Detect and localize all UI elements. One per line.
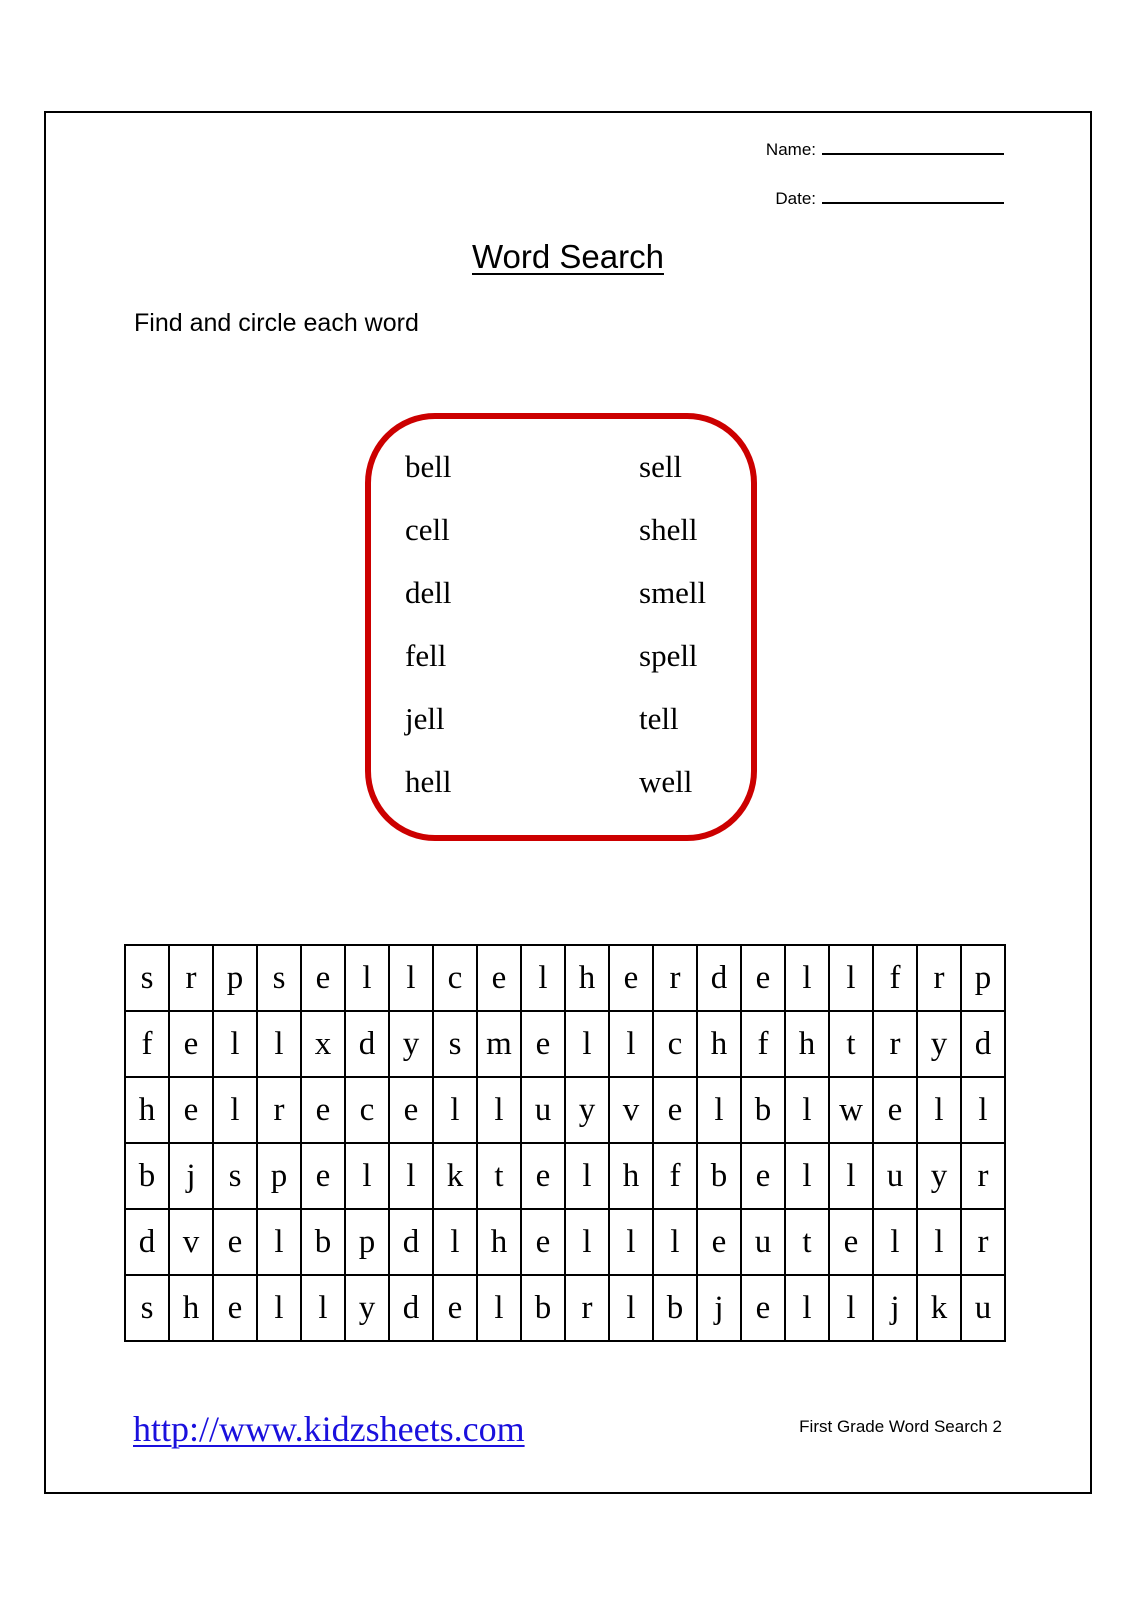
grid-letter-cell[interactable]: l	[917, 1209, 961, 1275]
grid-letter-cell[interactable]: h	[697, 1011, 741, 1077]
grid-letter-cell[interactable]: e	[301, 945, 345, 1011]
grid-letter-cell[interactable]: u	[521, 1077, 565, 1143]
grid-letter-cell[interactable]: d	[961, 1011, 1005, 1077]
grid-letter-cell[interactable]: j	[169, 1143, 213, 1209]
grid-letter-cell[interactable]: k	[917, 1275, 961, 1341]
grid-letter-cell[interactable]: e	[301, 1143, 345, 1209]
grid-letter-cell[interactable]: l	[609, 1275, 653, 1341]
grid-letter-cell[interactable]: y	[389, 1011, 433, 1077]
grid-letter-cell[interactable]: m	[477, 1011, 521, 1077]
date-field-row	[775, 188, 1004, 209]
grid-letter-cell[interactable]: l	[609, 1209, 653, 1275]
grid-letter-cell[interactable]: r	[653, 945, 697, 1011]
grid-letter-cell[interactable]: j	[697, 1275, 741, 1341]
word-list-item: tell	[639, 701, 679, 736]
grid-letter-cell[interactable]: s	[433, 1011, 477, 1077]
grid-letter-cell[interactable]: l	[257, 1275, 301, 1341]
grid-letter-cell[interactable]: h	[565, 945, 609, 1011]
grid-letter-cell[interactable]: t	[785, 1209, 829, 1275]
grid-letter-cell[interactable]: e	[829, 1209, 873, 1275]
grid-letter-cell[interactable]: p	[345, 1209, 389, 1275]
grid-letter-cell[interactable]: l	[785, 1077, 829, 1143]
grid-letter-cell[interactable]: u	[741, 1209, 785, 1275]
grid-letter-cell[interactable]: u	[873, 1143, 917, 1209]
grid-letter-cell[interactable]: l	[785, 1275, 829, 1341]
grid-letter-cell[interactable]: l	[257, 1011, 301, 1077]
grid-letter-cell[interactable]: e	[697, 1209, 741, 1275]
grid-letter-cell[interactable]: r	[169, 945, 213, 1011]
grid-letter-cell[interactable]: d	[345, 1011, 389, 1077]
grid-letter-cell[interactable]: l	[565, 1011, 609, 1077]
grid-letter-cell[interactable]: l	[961, 1077, 1005, 1143]
grid-letter-cell[interactable]: r	[961, 1209, 1005, 1275]
grid-letter-cell[interactable]: t	[477, 1143, 521, 1209]
name-label: Name:	[765, 140, 816, 159]
word-list-item: dell	[405, 575, 452, 610]
grid-row	[125, 1077, 1005, 1143]
grid-letter-cell[interactable]: p	[961, 945, 1005, 1011]
grid-letter-cell[interactable]: l	[917, 1077, 961, 1143]
word-list-left-column	[405, 449, 452, 827]
grid-letter-cell[interactable]: e	[873, 1077, 917, 1143]
grid-letter-cell[interactable]: r	[961, 1143, 1005, 1209]
grid-letter-cell[interactable]: l	[477, 1077, 521, 1143]
grid-letter-cell[interactable]: r	[873, 1011, 917, 1077]
grid-letter-cell[interactable]: b	[301, 1209, 345, 1275]
grid-letter-cell[interactable]: l	[301, 1275, 345, 1341]
word-list-item: hell	[405, 764, 452, 799]
word-list-right-column	[639, 449, 706, 827]
grid-letter-cell[interactable]: l	[829, 1275, 873, 1341]
grid-letter-cell[interactable]: l	[521, 945, 565, 1011]
grid-letter-cell[interactable]: l	[389, 945, 433, 1011]
grid-letter-cell[interactable]: c	[433, 945, 477, 1011]
grid-letter-cell[interactable]: r	[565, 1275, 609, 1341]
grid-letter-cell[interactable]: v	[609, 1077, 653, 1143]
grid-letter-cell[interactable]: l	[345, 945, 389, 1011]
grid-letter-cell[interactable]: e	[609, 945, 653, 1011]
grid-letter-cell[interactable]: e	[433, 1275, 477, 1341]
grid-letter-cell[interactable]: w	[829, 1077, 873, 1143]
grid-letter-cell[interactable]: l	[785, 1143, 829, 1209]
word-list-item: shell	[639, 512, 698, 547]
grid-letter-cell[interactable]: u	[961, 1275, 1005, 1341]
worksheet-page	[44, 111, 1092, 1494]
grid-letter-cell[interactable]: s	[257, 945, 301, 1011]
grid-letter-cell[interactable]: c	[345, 1077, 389, 1143]
word-list-item: jell	[405, 701, 445, 736]
grid-letter-cell[interactable]: f	[741, 1011, 785, 1077]
grid-row	[125, 945, 1005, 1011]
grid-letter-cell[interactable]: h	[477, 1209, 521, 1275]
word-list-item: sell	[639, 449, 683, 484]
grid-letter-cell[interactable]: h	[125, 1077, 169, 1143]
grid-letter-cell[interactable]: d	[389, 1209, 433, 1275]
grid-letter-cell[interactable]: s	[213, 1143, 257, 1209]
word-list-item: fell	[405, 638, 447, 673]
grid-letter-cell[interactable]: e	[653, 1077, 697, 1143]
grid-letter-cell[interactable]: x	[301, 1011, 345, 1077]
grid-letter-cell[interactable]: s	[125, 945, 169, 1011]
grid-letter-cell[interactable]: e	[301, 1077, 345, 1143]
grid-letter-cell[interactable]: l	[433, 1077, 477, 1143]
grid-row	[125, 1209, 1005, 1275]
grid-letter-cell[interactable]: s	[125, 1275, 169, 1341]
grid-letter-cell[interactable]: e	[213, 1209, 257, 1275]
grid-letter-cell[interactable]: l	[785, 945, 829, 1011]
date-label: Date:	[775, 189, 816, 208]
grid-letter-cell[interactable]: e	[741, 1143, 785, 1209]
grid-letter-cell[interactable]: l	[829, 945, 873, 1011]
grid-letter-cell[interactable]: b	[741, 1077, 785, 1143]
grid-letter-cell[interactable]: f	[873, 945, 917, 1011]
grid-letter-cell[interactable]: d	[697, 945, 741, 1011]
grid-letter-cell[interactable]: e	[521, 1011, 565, 1077]
grid-letter-cell[interactable]: c	[653, 1011, 697, 1077]
grid-letter-cell[interactable]: y	[345, 1275, 389, 1341]
worksheet-footer-label: First Grade Word Search 2	[799, 1417, 1002, 1436]
word-list-item: smell	[639, 575, 707, 610]
word-search-grid	[124, 944, 1006, 1342]
grid-letter-cell[interactable]: e	[741, 1275, 785, 1341]
grid-letter-cell[interactable]: d	[125, 1209, 169, 1275]
grid-letter-cell[interactable]: y	[565, 1077, 609, 1143]
grid-letter-cell[interactable]: e	[741, 945, 785, 1011]
instructions-text: Find and circle each word	[134, 309, 419, 337]
grid-letter-cell[interactable]: l	[873, 1209, 917, 1275]
kidzsheets-link[interactable]: http://www.kidzsheets.com	[133, 1409, 525, 1449]
grid-row	[125, 1011, 1005, 1077]
grid-letter-cell[interactable]: l	[389, 1143, 433, 1209]
grid-letter-cell[interactable]: e	[213, 1275, 257, 1341]
grid-letter-cell[interactable]: f	[125, 1011, 169, 1077]
grid-letter-cell[interactable]: h	[785, 1011, 829, 1077]
grid-letter-cell[interactable]: k	[433, 1143, 477, 1209]
grid-letter-cell[interactable]: y	[917, 1011, 961, 1077]
grid-letter-cell[interactable]: l	[433, 1209, 477, 1275]
grid-letter-cell[interactable]: r	[917, 945, 961, 1011]
grid-letter-cell[interactable]: p	[257, 1143, 301, 1209]
grid-letter-cell[interactable]: l	[829, 1143, 873, 1209]
grid-letter-cell[interactable]: b	[521, 1275, 565, 1341]
date-blank-line	[822, 188, 1004, 204]
grid-letter-cell[interactable]: y	[917, 1143, 961, 1209]
grid-letter-cell[interactable]: r	[257, 1077, 301, 1143]
grid-letter-cell[interactable]: j	[873, 1275, 917, 1341]
grid-letter-cell[interactable]: e	[389, 1077, 433, 1143]
word-list-box	[365, 413, 757, 841]
grid-letter-cell[interactable]: f	[653, 1143, 697, 1209]
grid-letter-cell[interactable]: l	[213, 1011, 257, 1077]
grid-letter-cell[interactable]: e	[521, 1209, 565, 1275]
grid-letter-cell[interactable]: d	[389, 1275, 433, 1341]
grid-letter-cell[interactable]: l	[213, 1077, 257, 1143]
grid-row	[125, 1275, 1005, 1341]
grid-letter-cell[interactable]: v	[169, 1209, 213, 1275]
word-list-item: bell	[405, 449, 452, 484]
grid-letter-cell[interactable]: l	[697, 1077, 741, 1143]
grid-letter-cell[interactable]: p	[213, 945, 257, 1011]
grid-letter-cell[interactable]: h	[609, 1143, 653, 1209]
grid-letter-cell[interactable]: l	[653, 1209, 697, 1275]
grid-letter-cell[interactable]: e	[169, 1011, 213, 1077]
grid-letter-cell[interactable]: h	[169, 1275, 213, 1341]
grid-row	[125, 1143, 1005, 1209]
word-list-item: well	[639, 764, 693, 799]
word-list-item: cell	[405, 512, 450, 547]
grid-letter-cell[interactable]: e	[521, 1143, 565, 1209]
grid-letter-cell[interactable]: e	[169, 1077, 213, 1143]
grid-letter-cell[interactable]: l	[257, 1209, 301, 1275]
grid-letter-cell[interactable]: l	[345, 1143, 389, 1209]
page-title: Word Search	[472, 238, 664, 275]
grid-letter-cell[interactable]: l	[565, 1209, 609, 1275]
grid-letter-cell[interactable]: b	[697, 1143, 741, 1209]
grid-letter-cell[interactable]: l	[477, 1275, 521, 1341]
grid-letter-cell[interactable]: l	[609, 1011, 653, 1077]
name-blank-line	[822, 139, 1004, 155]
grid-letter-cell[interactable]: b	[125, 1143, 169, 1209]
name-field-row	[766, 139, 1004, 160]
grid-letter-cell[interactable]: t	[829, 1011, 873, 1077]
grid-letter-cell[interactable]: l	[565, 1143, 609, 1209]
grid-letter-cell[interactable]: b	[653, 1275, 697, 1341]
grid-letter-cell[interactable]: e	[477, 945, 521, 1011]
word-list-item: spell	[639, 638, 698, 673]
